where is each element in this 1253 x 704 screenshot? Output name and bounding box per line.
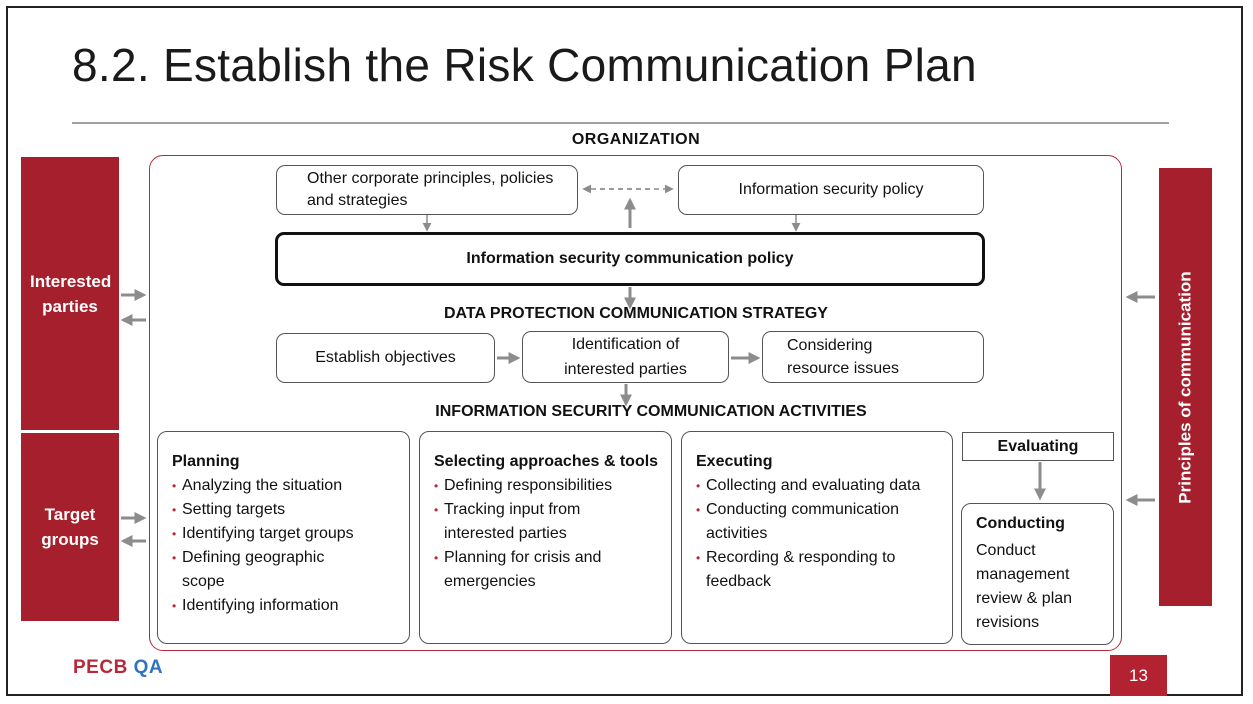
interested-parties-panel [21, 157, 119, 430]
resources-box [762, 331, 984, 383]
infosec-policy-box [678, 165, 984, 215]
planning-column [157, 431, 410, 644]
evaluating-text: Evaluating [997, 437, 1079, 455]
list-item: • Conducting communication activities [696, 498, 946, 546]
organization-label: ORGANIZATION [571, 131, 701, 148]
conducting-box [961, 503, 1114, 645]
comm-policy-text: Information security communication policy [466, 250, 794, 267]
list-item: • Identifying target groups [172, 522, 399, 546]
resources-text: Considering resource issues [787, 337, 900, 377]
infosec-policy-text: Information security policy [738, 181, 924, 198]
principles-panel [1159, 168, 1212, 606]
list-item: • Setting targets [172, 498, 399, 522]
selecting-heading: Selecting approaches & tools [434, 453, 659, 470]
executing-heading: Executing [696, 453, 773, 470]
conducting-heading: Conducting [976, 515, 1065, 532]
list-item: • Defining responsibilities [434, 474, 661, 498]
target-groups-panel [21, 433, 119, 621]
list-item: • Identifying information [172, 594, 399, 618]
target-groups-label: Target groups [41, 505, 99, 549]
identification-box [522, 331, 729, 383]
logo-main-text: PECB [73, 657, 128, 678]
page-number-text: 13 [1129, 665, 1148, 685]
list-item: • Tracking input from interested parties [434, 498, 594, 546]
corporate-principles-box [276, 165, 578, 215]
selecting-column [419, 431, 672, 644]
strategy-label: DATA PROTECTION COMMUNICATION STRATEGY [444, 305, 828, 322]
list-item: • Planning for crisis and emergencies [434, 546, 654, 594]
interested-parties-label: Interested parties [30, 271, 112, 316]
pecb-logo [73, 657, 163, 679]
list-item: • Analyzing the situation [172, 474, 399, 498]
comm-policy-box [275, 232, 985, 286]
list-item: • Collecting and evaluating data [696, 474, 941, 498]
page-title: 8.2. Establish the Risk Communication Plan [72, 39, 977, 91]
logo-qa-text: QA [133, 657, 164, 678]
page-number [1110, 655, 1167, 696]
objectives-box [276, 333, 495, 383]
conducting-text: Conduct management review & plan revisions [976, 542, 1073, 631]
planning-heading: Planning [172, 453, 240, 470]
identification-text: Identification of interested parties [564, 336, 687, 378]
activities-label: INFORMATION SECURITY COMMUNICATION ACTIVITIES [435, 403, 867, 420]
evaluating-box [962, 432, 1114, 461]
list-item: • Defining geographic scope [172, 546, 352, 594]
objectives-text: Establish objectives [315, 349, 456, 366]
corporate-principles-text: Other corporate principles, policies and strategies [307, 170, 554, 209]
executing-column [681, 431, 953, 644]
list-item: • Recording & responding to feedback [696, 546, 931, 594]
principles-label: Principles of communication [1176, 270, 1195, 504]
title-divider [72, 122, 1169, 124]
